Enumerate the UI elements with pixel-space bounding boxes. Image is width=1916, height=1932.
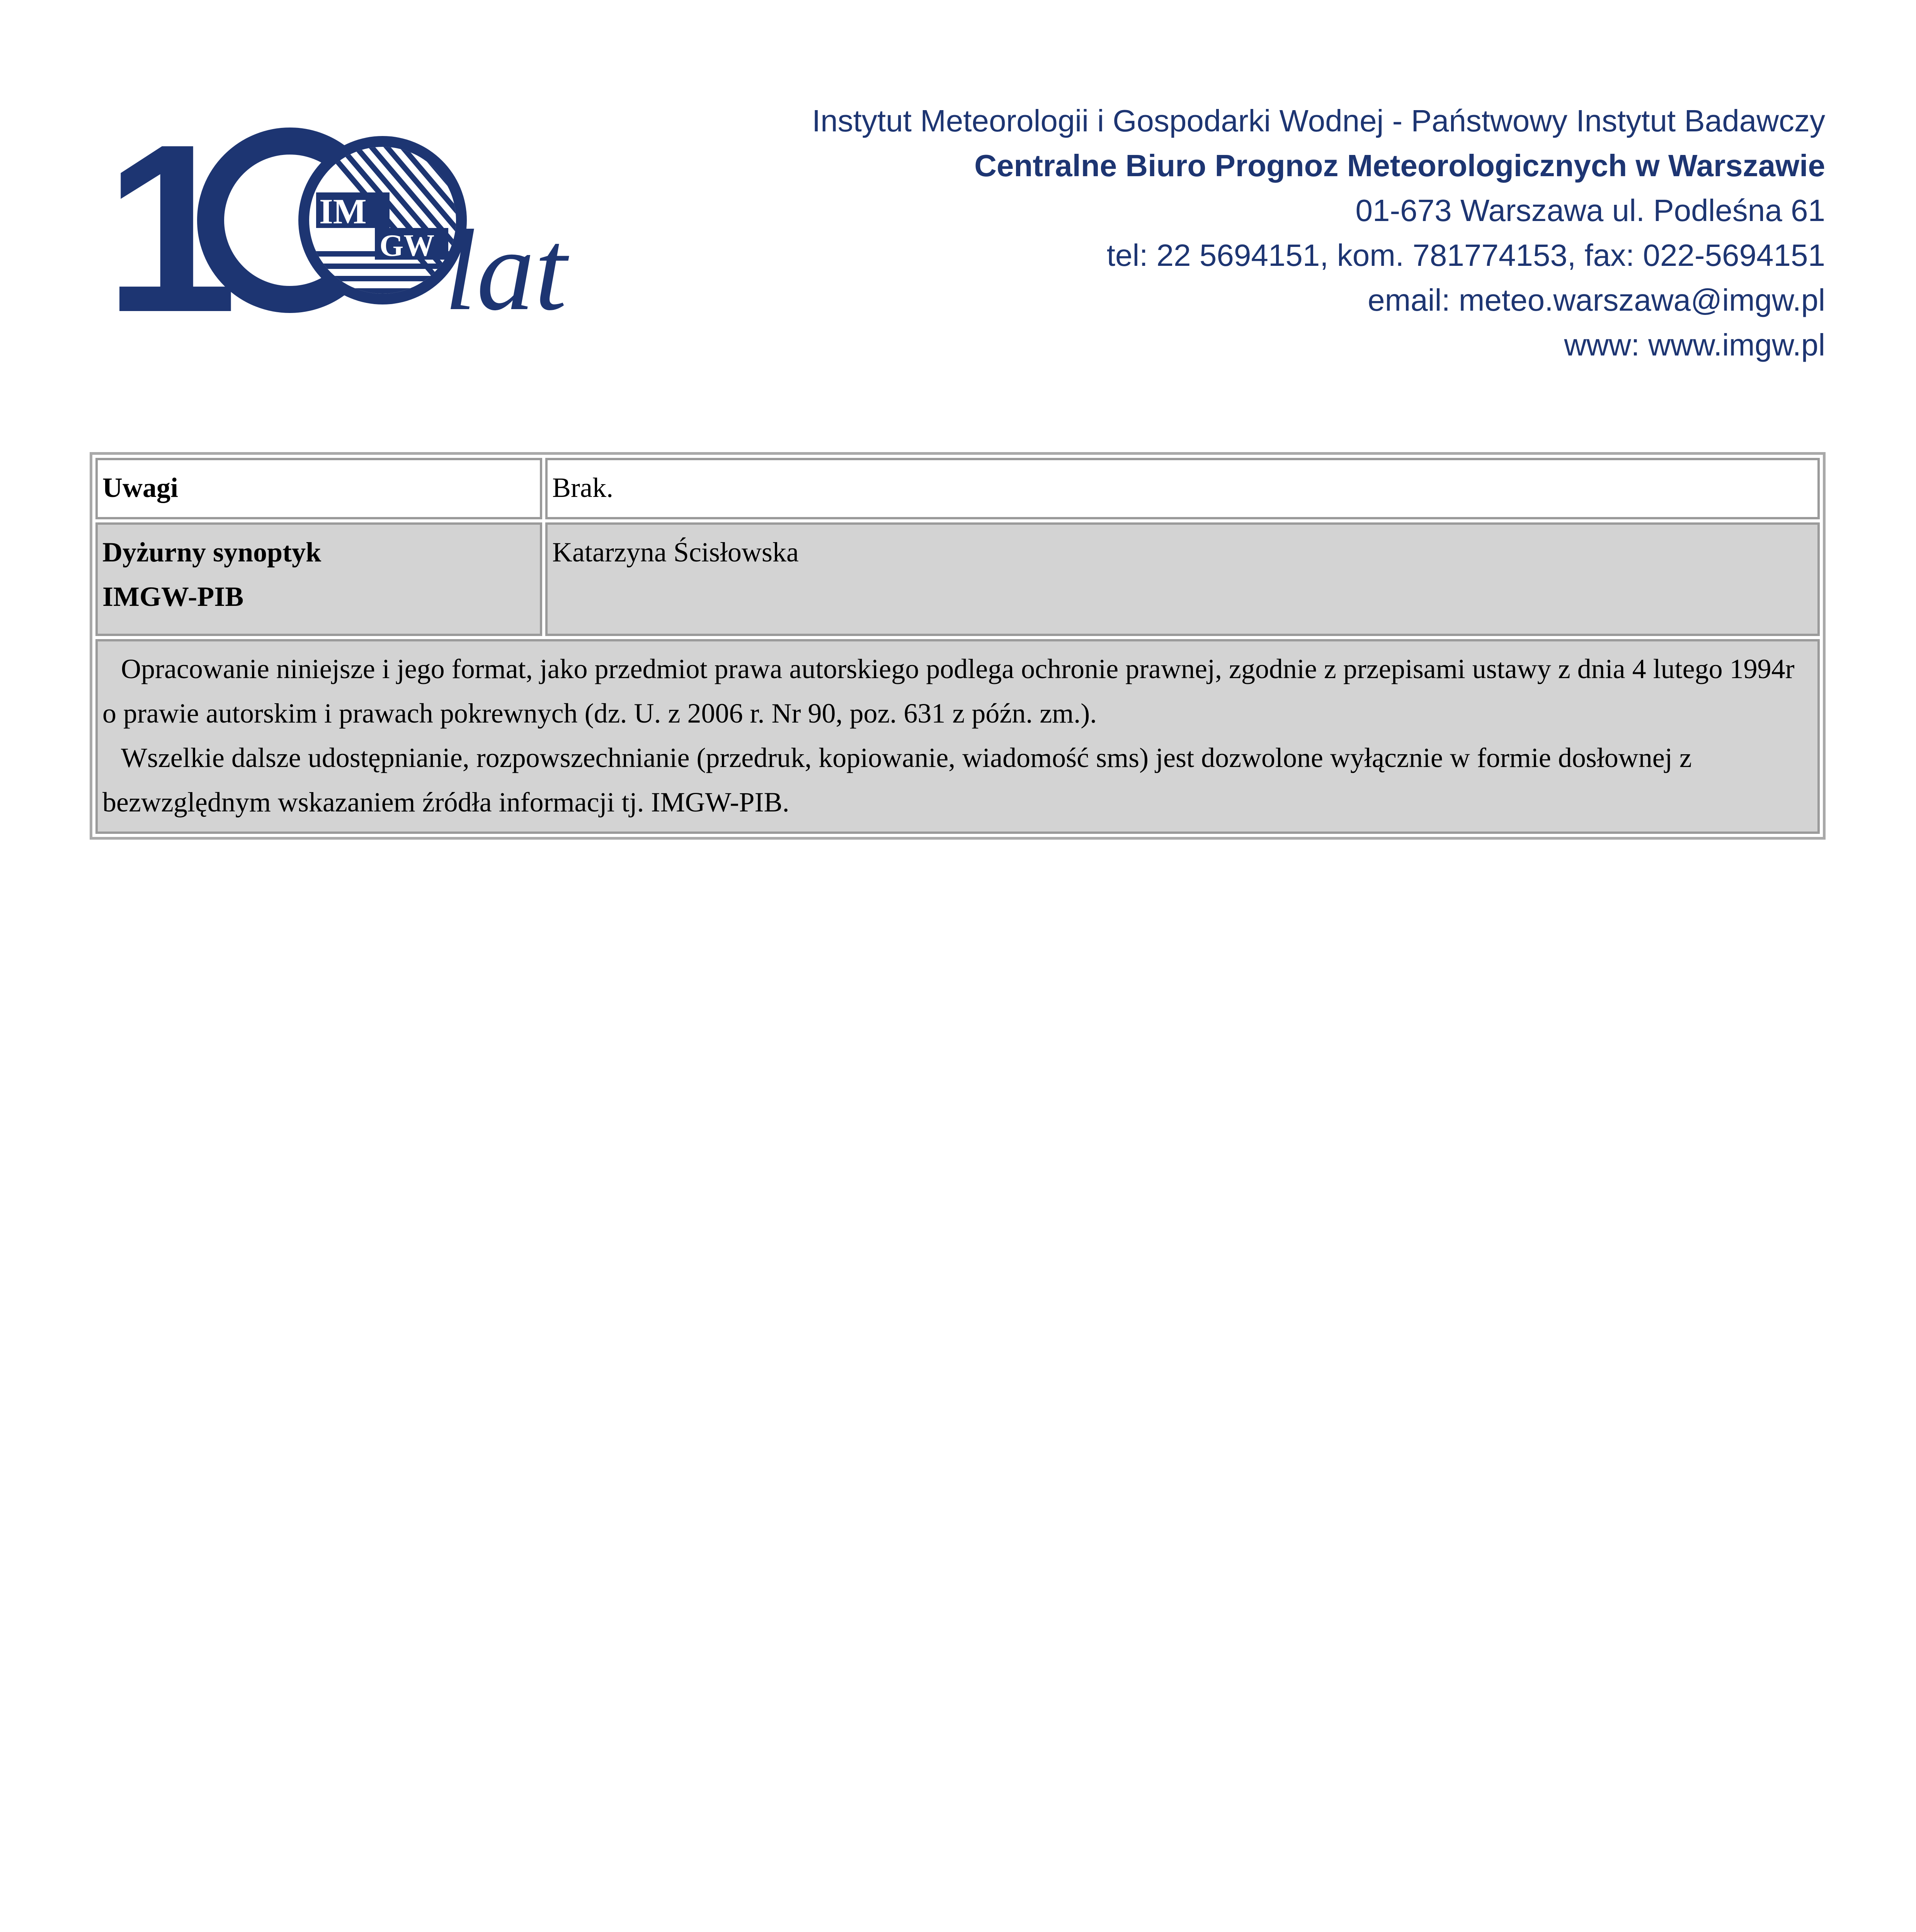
institute-contact-block: [812, 99, 1825, 367]
duty-forecaster-label-line1: Dyżurny synoptyk: [102, 537, 322, 568]
duty-forecaster-name: Katarzyna Ścisłowska: [545, 522, 1820, 636]
office-email[interactable]: email: meteo.warszawa@imgw.pl: [1368, 283, 1825, 317]
office-phone: tel: 22 5694151, kom. 781774153, fax: 022-5694151: [1106, 238, 1825, 272]
imgw-100-lat-logo: [104, 124, 576, 325]
copyright-notice-paragraph-1: Opracowanie niniejsze i jego format, jako przedmiot prawa autorskiego podlega ochronie prawnej, zgodnie z przepisami ustawy z dnia 4 lutego 1994r o prawie autorskim i prawach pokrewnych (dz. U. z 2006 r. Nr 90, poz. 631 z późn. zm.).: [102, 653, 1795, 729]
office-name: Centralne Biuro Prognoz Meteorologicznych w Warszawie: [974, 148, 1825, 183]
logo-badge-bottom: GW: [379, 229, 435, 263]
table-row-copyright-notice: [95, 639, 1820, 834]
table-row-remarks: [95, 458, 1820, 519]
logo-digit-one: 1: [104, 124, 226, 325]
remarks-value: Brak.: [545, 458, 1820, 519]
institute-name: Instytut Meteorologii i Gospodarki Wodnej - Państwowy Instytut Badawczy: [812, 104, 1825, 138]
logo-badge-top: IM: [319, 192, 367, 231]
table-row-duty-forecaster: [95, 522, 1820, 636]
duty-forecaster-label: [95, 522, 542, 636]
office-address: 01-673 Warszawa ul. Podleśna 61: [1355, 193, 1825, 228]
office-website[interactable]: www: www.imgw.pl: [1564, 328, 1825, 362]
forecast-info-table: [90, 452, 1826, 840]
copyright-notice-paragraph-2: Wszelkie dalsze udostępnianie, rozpowszechnianie (przedruk, kopiowanie, wiadomość sms) jest dozwolone wyłącznie w formie dosłownej z bezwzględnym wskazaniem źródła informacji tj. IMGW-PIB.: [102, 742, 1692, 818]
remarks-label: Uwagi: [95, 458, 542, 519]
duty-forecaster-label-line2: IMGW-PIB: [102, 581, 244, 612]
copyright-notice: [95, 639, 1820, 834]
logo-word-lat: lat: [444, 206, 567, 325]
